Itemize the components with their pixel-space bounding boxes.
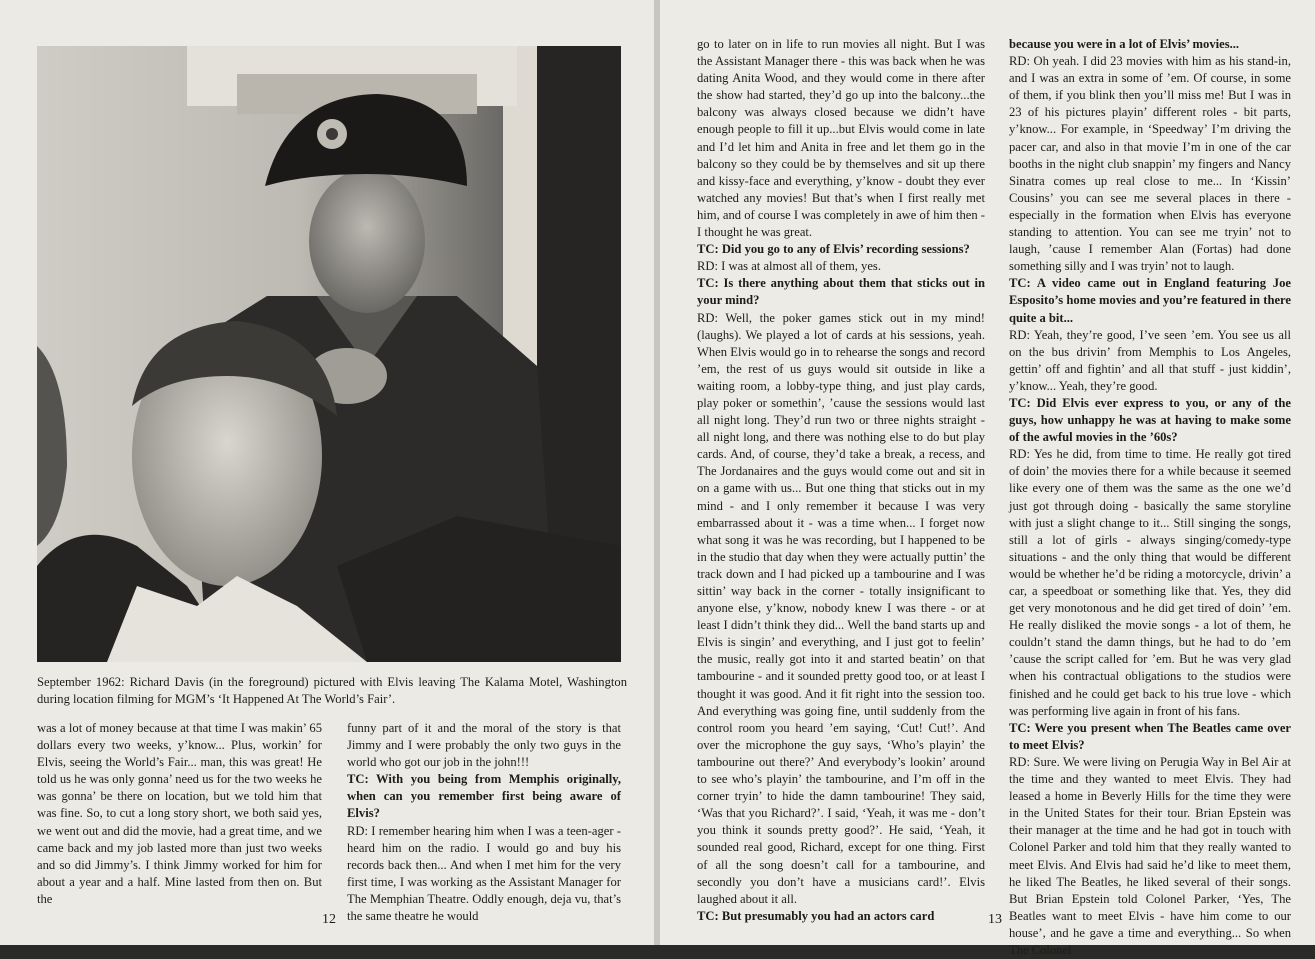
interview-question: TC: A video came out in England featuring Joe Esposito’s home movies and you’re featured in there quite a bit...: [1009, 276, 1291, 325]
left-column-2: [347, 720, 621, 924]
interview-question: TC: With you being from Memphis originally, when can you remember first being aware of Elvis?: [347, 772, 621, 821]
interview-question: TC: But presumably you had an actors card: [697, 908, 935, 923]
paragraph: RD: Yes he did, from time to time. He really got tired of doin’ the movies there for a while because it seemed like every one of them was the same as the one we’d just got through doing - basically the same storyline with just a slight change to it... Still singing the songs, still a lot of girls - always singing/comedy-type situations - and the only thing that would be different would be whether he’d be riding a motorcycle, drivin’ a car, a speedboat or something like that. Yes, they did get very monotonous and he did get tired of doin’ ’em. He really disliked the movie songs - a lot of them, he couldn’t stand the damn things, but he had to do ’em ’cause the script called for ’em. But he was very glad when his contractual obligations to the studios were finished and he could get back to his true love - which was performing live again in front of his fans.: [1009, 447, 1291, 718]
paragraph: RD: Sure. We were living on Perugia Way in Bel Air at the time and they wanted to meet Elvis. They had leased a home in Beverly Hills for the time they were in the United States for their tour. Brian Epstein was their manager at the time and he had got in touch with Colonel Parker and told him that they really wanted to meet Elvis. And Elvis had said he’d like to meet them, he liked The Beatles, he liked several of their songs. But Brian Epstein told Colonel Parker, ‘Yes, The Beatles want to meet Elvis - have him come to our house’, and he gave a time and everything... So when The Colonel: [1009, 754, 1291, 957]
page-number-left: 12: [322, 912, 336, 927]
interview-question: TC: Did Elvis ever express to you, or any of the guys, how unhappy he was at having to make some of the awful movies in the ’60s?: [1009, 395, 1291, 445]
paragraph: funny part of it and the moral of the story is that Jimmy and I were probably the only two guys in the world who got our job in the john!!!: [347, 721, 621, 770]
photo-image: [37, 46, 621, 662]
paragraph: RD: Yeah, they’re good, I’ve seen ’em. You see us all on the bus drivin’ from Memphis to Los Angeles, gettin’ off and fightin’ and all that stuff - just kiddin’, y’know... Yeah, they’re good.: [1009, 327, 1291, 393]
interview-question: because you were in a lot of Elvis’ movies...: [1009, 37, 1240, 51]
interview-question: TC: Were you present when The Beatles came over to meet Elvis?: [1009, 720, 1291, 752]
paragraph: RD: Well, the poker games stick out in my mind! (laughs). We played a lot of cards at his sessions, yeah. When Elvis would go in to rehearse the songs and record ’em, the rest of us guys would sit outside in like a waiting room, a lobby-type thing, and just play cards, play poker or somethin’, ’cause the sessions would last all night long. They’d run two or three nights straight - all night long, and there was nothing else to do but play cards. And, of course, they’d take a break, a recess, and The Jordanaires and the guys would come out and sit in on a game with us... But one thing that sticks out in my mind - and I only remember it because I was very embarrassed about it - was a time when... I forget now what song it was he was recording, but I happened to be in the studio that day when they were actually puttin’ the track down and I had picked up a tambourine and I was sittin’ way back in the corner - totally insignificant to anyone else, y’know, nobody knew I was there - or at least I didn’t think they did... Well the band starts up and Elvis is singin’ and everything, and I just got to feelin’ the music, really got into it and started beatin’ on that tambourine - and it sounded pretty good too, or at least I thought it was good. And it fit right into the session too. And everything was going fine, until suddenly from the control room you heard ’em saying, ‘Cut! Cut!’. And over the microphone the guy says, ‘Who’s playin’ the tambourine out there?’ And everybody’s lookin’ around to see who’s playin’ the tambourine, and I’m off in the corner tryin’ to hide the damn tambourine! They said, ‘Was that you Richard?’. I said, ‘Yeah, it was me - don’t you think it sounds pretty good?’. He said, ‘Yeah, it sounded real good, Richard, except for one thing. First of all the song doesn’t call for a tambourine, and secondly you don’t have a musicians card!’. Elvis laughed about it all.: [697, 310, 985, 906]
photo-caption: September 1962: Richard Davis (in the foreground) pictured with Elvis leaving The Kalama Motel, Washington during location filming for MGM’s ‘It Happened At The World’s Fair’.: [37, 675, 627, 706]
right-column-1: [697, 36, 985, 923]
paragraph: RD: Oh yeah. I did 23 movies with him as his stand-in, and I was an extra in some of ’em. Of course, in some of them, if you blink then you’ll miss me! But I was in 23 of his pictures playin’ different roles - bit parts, y’know... For example, in ‘Speedway’ I’m driving the pacer car, and also in that movie I’m in one of the car booths in the night club snappin’ my fingers and Nancy Sinatra comes up real close to me... In ‘Kissin’ Cousins’ you can see me several places in there - especially in the formation when Elvis has everyone standing to attention. You can see me tryin’ not to laugh, ’cause I remember Alan (Fortas) had done something silly and I was tryin’ not to laugh.: [1009, 54, 1291, 274]
paragraph: RD: I was at almost all of them, yes.: [697, 259, 881, 274]
left-column-1: [37, 720, 322, 906]
paragraph: was a lot of money because at that time I was makin’ 65 dollars every two weeks, y’know... Plus, workin’ for Elvis, seeing the World’s Fair... man, this was great! He told us he was only gonna’ need us for the two weeks he was gonna’ be there on location, but we told him that was fine. So, to cut a long story short, we both said yes, we went out and did the movie, had a great time, and we came back and my job lasted more than just two weeks and so did Jimmy’s. I think Jimmy worked for him for about a year and a half. Mine lasted from then on. But the: [37, 721, 322, 906]
interview-question: TC: Is there anything about them that sticks out in your mind?: [697, 276, 985, 308]
photo-elvis-and-richard-davis: [37, 46, 621, 662]
right-page: [660, 0, 1315, 957]
paragraph: go to later on in life to run movies all night. But I was the Assistant Manager there - this was back when he was dating Anita Wood, and they would come in there after the show had started, they’d go up into the balcony...the balcony was always closed because we didn’t have enough people to fill it up...but Elvis would come in late and I’d let him and Anita in free and let them go in the balcony so they could be by themselves and sit up there and kissy-face and everything, y’know - doubt they ever watched any movies! But that’s when I first really met him, and of course I was completely in awe of him then - I thought he was great.: [697, 37, 985, 240]
page-number-right: 13: [988, 912, 1002, 927]
paragraph: RD: I remember hearing him when I was a teen-ager - heard him on the radio. I would go and buy his records back then... And when I met him for the very first time, I was working as the Assistant Manager for The Memphian Theatre. Oddly enough, deja vu, that’s the same theatre he would: [347, 823, 621, 924]
right-column-2: [1009, 36, 1291, 957]
interview-question: TC: Did you go to any of Elvis’ recording sessions?: [697, 242, 970, 257]
left-page: [0, 0, 654, 945]
